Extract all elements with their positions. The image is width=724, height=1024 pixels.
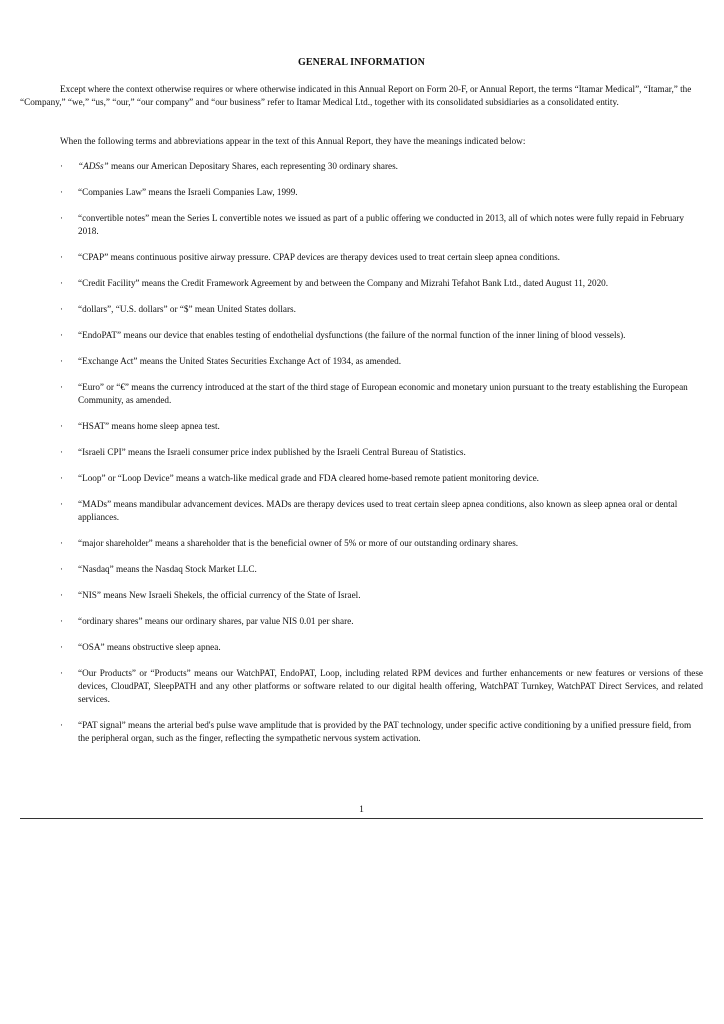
definition-text: “Credit Facility” means the Credit Framework Agreement by and between the Company and Mizrahi Tefahot Bank Ltd., dated August 11, 2020. bbox=[78, 278, 609, 288]
bullet-icon: · bbox=[60, 564, 63, 574]
definition-text: “MADs” means mandibular advancement devices. MADs are therapy devices used to treat certain sleep apnea conditions, also known as sleep apnea oral or dental appliances. bbox=[78, 499, 678, 522]
bullet-icon: · bbox=[60, 499, 63, 509]
bullet-icon: · bbox=[60, 161, 63, 171]
definition-item-ordinary-shares bbox=[20, 615, 703, 628]
definition-body: means our American Depositary Shares, each representing 30 ordinary shares. bbox=[108, 161, 398, 171]
bullet-icon: · bbox=[60, 720, 63, 730]
bullet-icon: · bbox=[60, 590, 63, 600]
section-title: GENERAL INFORMATION bbox=[297, 57, 425, 68]
definition-item-convertible-notes bbox=[20, 212, 703, 238]
bullet-icon: · bbox=[60, 252, 63, 262]
definition-text: “PAT signal” means the arterial bed's pulse wave amplitude that is provided by the PAT technology, under specific active conditioning by a unified pressure field, from the peripheral organ, such as the finger, reflecting the sympathetic nervous system activation. bbox=[78, 720, 692, 743]
definition-item-pat-signal bbox=[20, 719, 703, 745]
bullet-icon: · bbox=[60, 382, 63, 392]
bullet-icon: · bbox=[60, 278, 63, 288]
definition-text: “Companies Law” means the Israeli Companies Law, 1999. bbox=[78, 187, 298, 197]
definition-item-nis bbox=[20, 589, 703, 602]
definition-text: “EndoPAT” means our device that enables testing of endothelial dysfunctions (the failure of the normal function of the inner lining of blood vessels). bbox=[78, 330, 626, 340]
definition-text: “ordinary shares” means our ordinary shares, par value NIS 0.01 per share. bbox=[78, 616, 354, 626]
bullet-icon: · bbox=[60, 616, 63, 626]
definition-text: “convertible notes” mean the Series L convertible notes we issued as part of a public offering we conducted in 2013, all of which notes were fully repaid in February 2018. bbox=[78, 213, 684, 236]
definition-item-israeli-cpi bbox=[20, 446, 703, 459]
definition-item-nasdaq bbox=[20, 563, 703, 576]
definition-item-osa bbox=[20, 641, 703, 654]
definition-text: “Nasdaq” means the Nasdaq Stock Market LLC. bbox=[78, 564, 257, 574]
lead-paragraph: When the following terms and abbreviations appear in the text of this Annual Report, they have the meanings indicated below: bbox=[60, 136, 526, 146]
page-number: 1 bbox=[359, 805, 364, 815]
definition-item-mads bbox=[20, 498, 703, 524]
definition-text: “NIS” means New Israeli Shekels, the official currency of the State of Israel. bbox=[78, 590, 361, 600]
definition-text: “dollars”, “U.S. dollars” or “$” mean United States dollars. bbox=[78, 304, 296, 314]
definition-text: “Exchange Act” means the United States Securities Exchange Act of 1934, as amended. bbox=[78, 356, 401, 366]
definition-text: “Euro” or “€” means the currency introduced at the start of the third stage of European economic and monetary union pursuant to the treaty establishing the European Community, as amended. bbox=[78, 382, 688, 405]
bullet-icon: · bbox=[60, 421, 63, 431]
definition-text: “Israeli CPI” means the Israeli consumer price index published by the Israeli Central Bureau of Statistics. bbox=[78, 447, 466, 457]
definition-text bbox=[78, 161, 398, 171]
bullet-icon: · bbox=[60, 473, 63, 483]
definition-item-euro bbox=[20, 381, 703, 407]
bullet-icon: · bbox=[60, 187, 63, 197]
definition-item-endopat bbox=[20, 329, 703, 342]
definition-item-our-products bbox=[20, 667, 703, 706]
definition-item-hsat bbox=[20, 420, 703, 433]
bullet-icon: · bbox=[60, 668, 63, 678]
definition-item-adss bbox=[20, 160, 703, 173]
definition-term: “ADSs” bbox=[78, 161, 109, 171]
definition-item-credit-facility bbox=[20, 277, 703, 290]
definition-text: “Loop” or “Loop Device” means a watch-like medical grade and FDA cleared home-based remote patient monitoring device. bbox=[78, 473, 539, 483]
bullet-icon: · bbox=[60, 304, 63, 314]
definition-item-major-shareholder bbox=[20, 537, 703, 550]
definition-text: “HSAT” means home sleep apnea test. bbox=[78, 421, 220, 431]
definition-text: “major shareholder” means a shareholder that is the beneficial owner of 5% or more of our outstanding ordinary shares. bbox=[78, 538, 519, 548]
definition-item-exchange-act bbox=[20, 355, 703, 368]
footer-divider bbox=[20, 818, 703, 819]
definition-text: “Our Products” or “Products” means our WatchPAT, EndoPAT, Loop, including related RPM devices and further enhancements or new features or versions of these devices, CloudPAT, SleepPATH and any other platforms or software related to our digital health offering, WatchPAT Turnkey, WatchPAT Direct Services, and related services. bbox=[78, 668, 703, 704]
definition-text: “OSA” means obstructive sleep apnea. bbox=[78, 642, 221, 652]
definition-item-dollars bbox=[20, 303, 703, 316]
definition-item-companies-law bbox=[20, 186, 703, 199]
bullet-icon: · bbox=[60, 538, 63, 548]
bullet-icon: · bbox=[60, 356, 63, 366]
intro-paragraph: Except where the context otherwise requires or where otherwise indicated in this Annual Report on Form 20-F, or Annual Report, the terms “Itamar Medical”, “Itamar,” the “Company,” “we,” “us,” “our,” “our company” and “our business” refer to Itamar Medical Ltd., together with its consolidated subsidiaries as a consolidated entity. bbox=[20, 84, 692, 107]
bullet-icon: · bbox=[60, 642, 63, 652]
definition-text: “CPAP” means continuous positive airway pressure. CPAP devices are therapy devices used to treat certain sleep apnea conditions. bbox=[78, 252, 560, 262]
definition-item-loop bbox=[20, 472, 703, 485]
bullet-icon: · bbox=[60, 330, 63, 340]
bullet-icon: · bbox=[60, 447, 63, 457]
definitions-list bbox=[20, 160, 703, 758]
definition-item-cpap bbox=[20, 251, 703, 264]
bullet-icon: · bbox=[60, 213, 63, 223]
